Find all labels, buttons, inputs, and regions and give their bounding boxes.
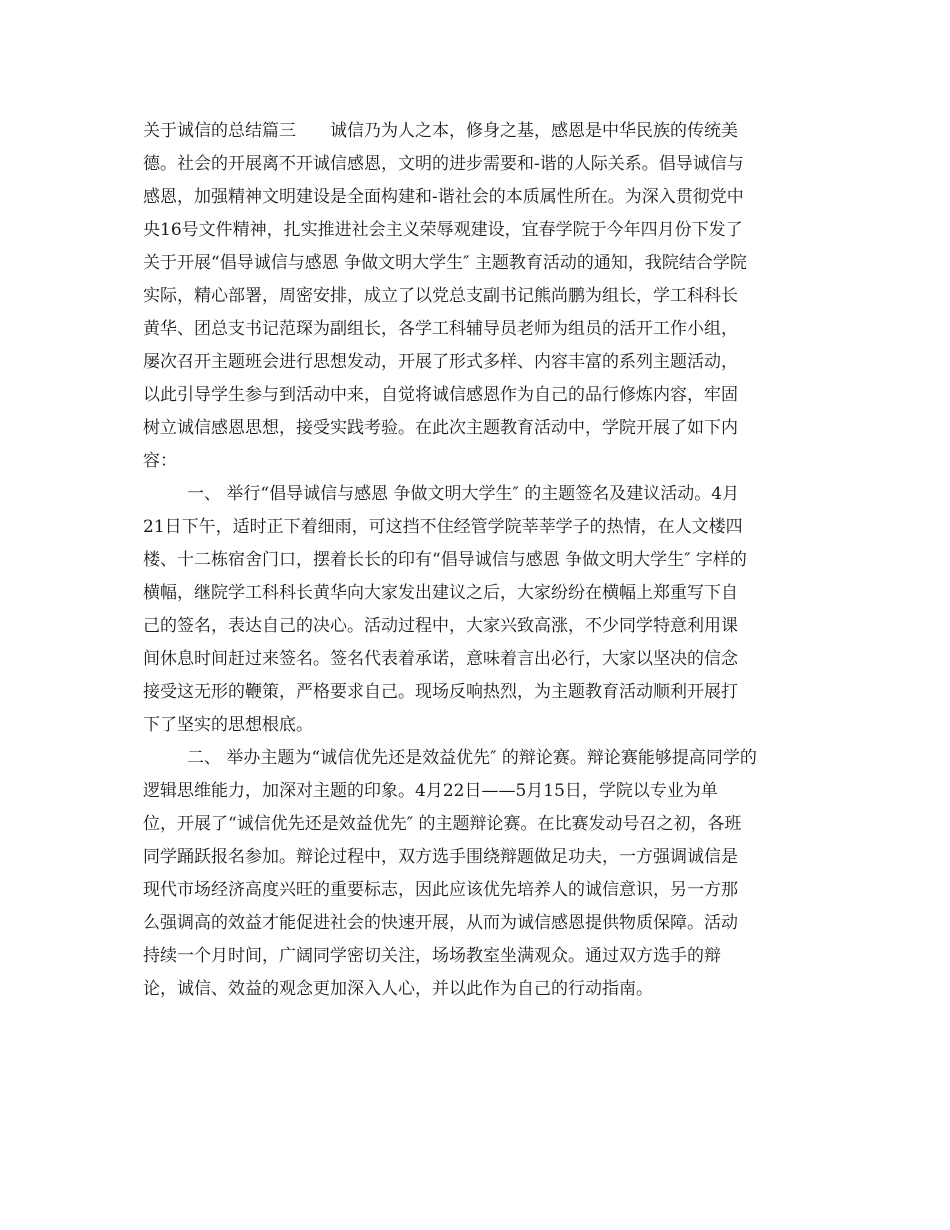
intro-line: 屡次召开主题班会进行思想发动，开展了形式多样、内容丰富的系列主题活动，	[143, 352, 738, 372]
intro-line: 感恩，加强精神文明建设是全面构建和-谐社会的本质属性所在。为深入贯彻党中	[143, 187, 744, 207]
section-1-line: 21日下午，适时正下着细雨，可这挡不住经管学院莘莘学子的热情，在人文楼四	[143, 517, 743, 537]
intro-line: 树立诚信感恩思想，接受实践考验。在此次主题教育活动中，学院开展了如下内	[143, 418, 738, 438]
intro-line: 关于诚信的总结篇三 诚信乃为人之本，修身之基，感恩是中华民族的传统美	[143, 121, 738, 141]
section-1-line: 横幅，继院学工科科长黄华向大家发出建议之后，大家纷纷在横幅上郑重写下自	[143, 583, 738, 603]
section-1-line: 间休息时间赶过来签名。签名代表着承诺，意味着言出必行，大家以坚决的信念	[143, 649, 738, 669]
section-1-line: 下了坚实的思想根底。	[143, 715, 313, 735]
intro-line: 黄华、团总支书记范琛为副组长，各学工科辅导员老师为组员的活开工作小组，	[143, 319, 738, 339]
section-1-line: 己的签名，表达自己的决心。活动过程中，大家兴致高涨，不少同学特意利用课	[143, 616, 738, 636]
section-2-line: 现代市场经济高度兴旺的重要标志，因此应该优先培养人的诚信意识，另一方那	[143, 880, 738, 900]
section-2-line: 逻辑思维能力，加深对主题的印象。4月22日——5月15日，学院以专业为单	[143, 781, 718, 801]
intro-line: 央16号文件精神，扎实推进社会主义荣辱观建设，宜春学院于今年四月份下发了	[143, 220, 743, 240]
intro-line: 容：	[143, 451, 177, 471]
section-2-line: 么强调高的效益才能促进社会的快速开展，从而为诚信感恩提供物质保障。活动	[143, 913, 738, 933]
intro-line: 德。社会的开展离不开诚信感恩，文明的进步需要和-谐的人际关系。倡导诚信与	[143, 154, 744, 174]
section-1-line: 楼、十二栋宿舍门口，摆着长长的印有“倡导诚信与感恩 争做文明大学生″ 字样的	[143, 550, 747, 570]
section-2-line: 持续一个月时间，广阔同学密切关注，场场教室坐满观众。通过双方选手的辩	[143, 946, 721, 966]
section-1-line: 接受这无形的鞭策，严格要求自己。现场反响热烈，为主题教育活动顺利开展打	[143, 682, 738, 702]
intro-line: 实际，精心部署，周密安排，成立了以党总支副书记熊尚鹏为组长，学工科科长	[143, 286, 738, 306]
section-2-line: 同学踊跃报名参加。辩论过程中，双方选手围绕辩题做足功夫，一方强调诚信是	[143, 847, 738, 867]
section-2-line: 位，开展了“诚信优先还是效益优先″ 的主题辩论赛。在比赛发动号召之初，各班	[143, 814, 742, 834]
intro-line: 以此引导学生参与到活动中来，自觉将诚信感恩作为自己的品行修炼内容，牢固	[143, 385, 738, 405]
section-1-line: 一、 举行“倡导诚信与感恩 争做文明大学生″ 的主题签名及建议活动。4月	[187, 484, 740, 504]
document-body	[143, 115, 815, 1006]
section-2-line: 二、 举办主题为“诚信优先还是效益优先″ 的辩论赛。辩论赛能够提高同学的	[187, 748, 757, 768]
section-2-line: 论，诚信、效益的观念更加深入人心，并以此作为自己的行动指南。	[143, 979, 653, 999]
intro-line: 关于开展“倡导诚信与感恩 争做文明大学生″ 主题教育活动的通知，我院结合学院	[143, 253, 747, 273]
